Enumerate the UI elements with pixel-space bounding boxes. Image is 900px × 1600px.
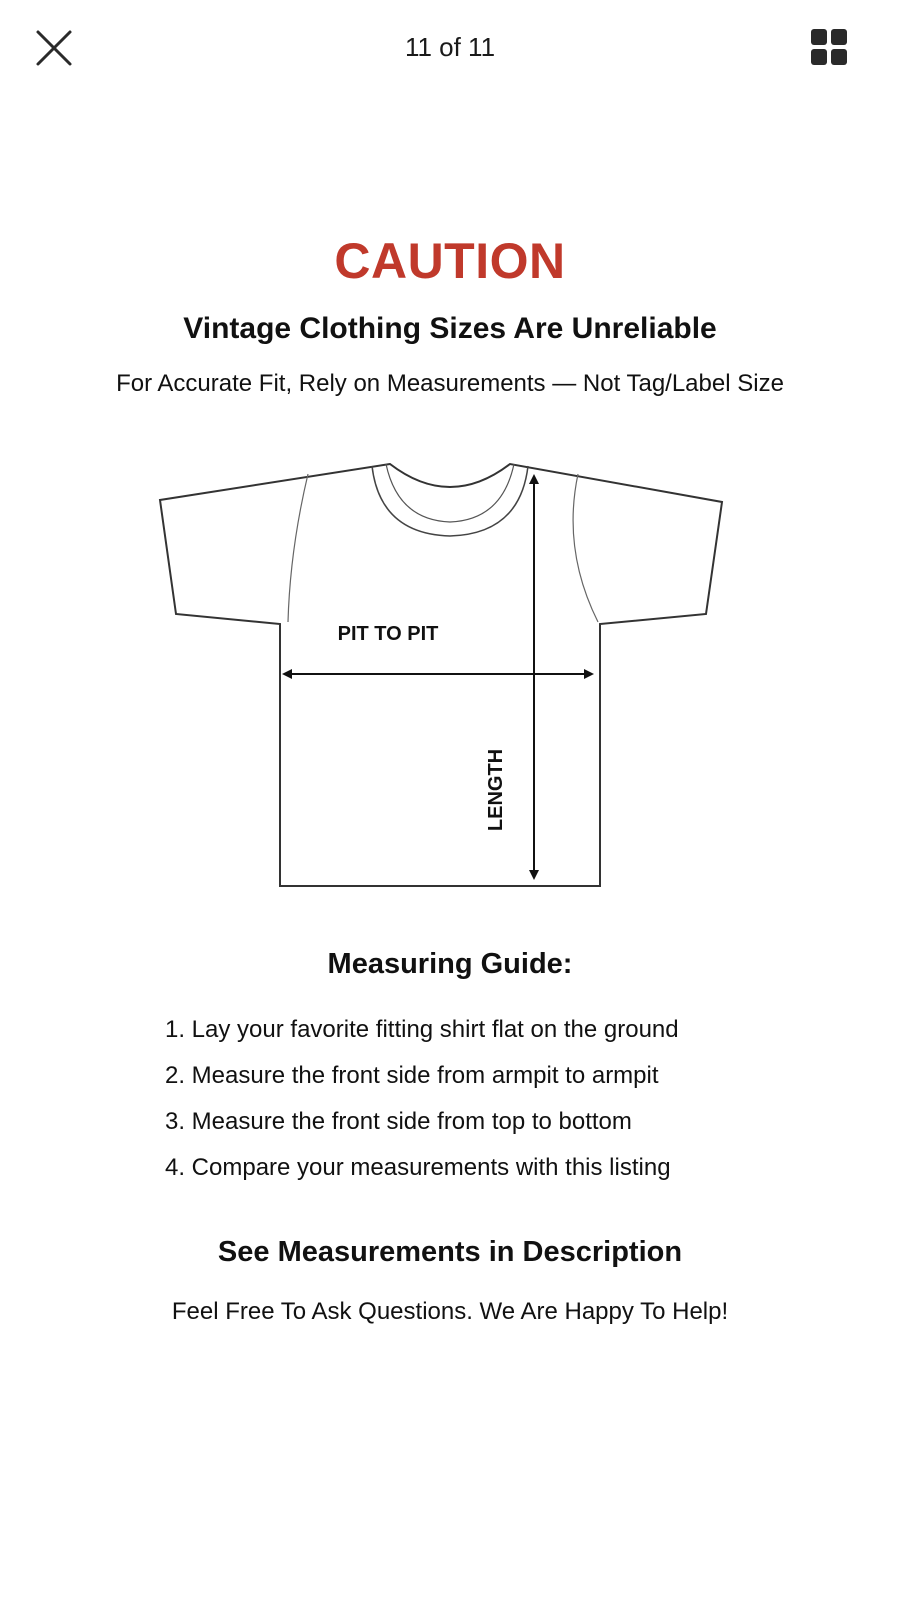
pit-to-pit-label: PIT TO PIT <box>337 623 439 645</box>
step-3: 3. Measure the front side from top to bottom <box>165 1108 632 1135</box>
sleeve-seam-left <box>288 474 308 622</box>
length-label: LENGTH <box>485 748 507 832</box>
step-2: 2. Measure the front side from armpit to armpit <box>165 1062 659 1089</box>
tshirt-collar <box>372 466 528 536</box>
help-text: Feel Free To Ask Questions. We Are Happy To Help! <box>171 1298 729 1325</box>
tagline: For Accurate Fit, Rely on Measurements — Not Tag/Label Size <box>116 370 784 397</box>
measuring-steps <box>165 1012 805 1196</box>
tshirt-diagram <box>150 450 750 910</box>
see-description-heading: See Measurements in Description <box>217 1236 683 1268</box>
caution-heading: CAUTION <box>334 233 566 289</box>
measuring-guide-title: Measuring Guide: <box>327 948 573 980</box>
step-1: 1. Lay your favorite fitting shirt flat on the ground <box>165 1016 679 1043</box>
sleeve-seam-right <box>573 474 598 622</box>
image-counter: 11 of 11 <box>404 32 496 62</box>
step-4: 4. Compare your measurements with this listing <box>165 1154 671 1181</box>
subtitle: Vintage Clothing Sizes Are Unreliable <box>183 312 717 345</box>
